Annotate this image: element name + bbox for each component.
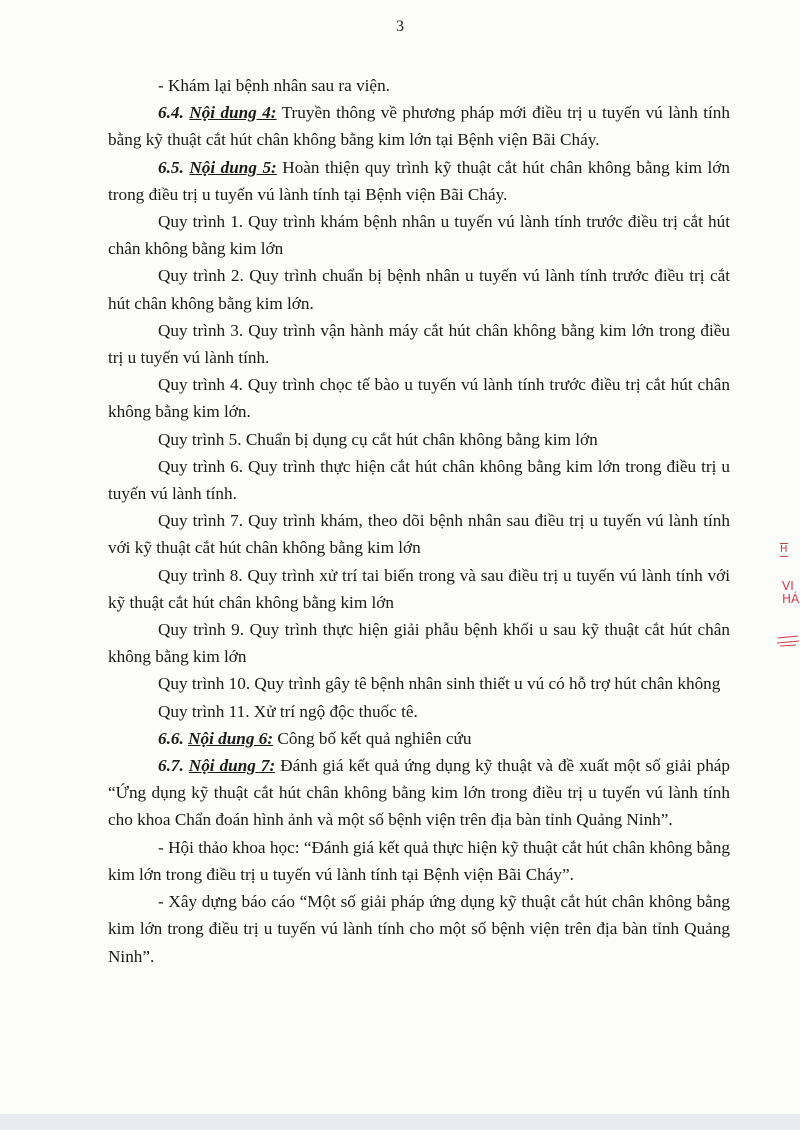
- section-6-6-title: Nội dung 6:: [188, 728, 274, 748]
- section-6-4-heading: [158, 103, 277, 122]
- section-6-5-label: 6.5.: [158, 157, 184, 177]
- section-6-4-label: 6.4.: [158, 103, 184, 123]
- procedure-2: Quy trình 2. Quy trình chuẩn bị bệnh nhân u tuyến vú lành tính trước điều trị cắt hút chân không bằng kim lớn.: [108, 266, 730, 313]
- procedure-9: Quy trình 9. Quy trình thực hiện giải phẫu bệnh khối u sau kỹ thuật cắt hút chân không bằng kim lớn: [108, 620, 730, 667]
- section-6-7-label: 6.7.: [158, 756, 184, 776]
- section-6-7-title: Nội dung 7:: [188, 756, 276, 776]
- section-6-6-heading: [158, 729, 273, 748]
- scan-bottom-edge: [0, 1114, 800, 1130]
- section-6-6-text: Công bố kết quả nghiên cứu: [273, 728, 472, 748]
- procedure-3: Quy trình 3. Quy trình vận hành máy cắt hút chân không bằng kim lớn trong điều trị u tuyến vú lành tính.: [108, 320, 730, 368]
- section-6-5: [108, 154, 730, 208]
- procedure-10: Quy trình 10. Quy trình gây tê bệnh nhân sinh thiết u vú có hỗ trợ hút chân không: [158, 674, 721, 694]
- procedure-6: Quy trình 6. Quy trình thực hiện cắt hút chân không bằng kim lớn trong điều trị u tuyến vú lành tính.: [108, 456, 730, 504]
- bullet-report: - Xây dựng báo cáo “Một số giải pháp ứng dụng kỹ thuật cắt hút chân không bằng kim lớn trong điều trị u tuyến vú lành tính cho một số bệnh viện trên địa bàn tỉnh Quảng Ninh”.: [108, 892, 730, 966]
- procedure-1: Quy trình 1. Quy trình khám bệnh nhân u tuyến vú lành tính trước điều trị cắt hút chân không bằng kim lớn: [108, 212, 730, 259]
- stamp-scribble-icon: [776, 635, 800, 647]
- section-6-6: [108, 725, 730, 752]
- section-6-5-title: Nội dung 5:: [189, 157, 277, 177]
- section-6-7: [108, 752, 730, 834]
- procedure-7: Quy trình 7. Quy trình khám, theo dõi bệnh nhân sau điều trị u tuyến vú lành tính với kỹ thuật cắt hút chân không bằng kim lớn: [108, 511, 730, 558]
- bullet-workshop: - Hội thảo khoa học: “Đánh giá kết quả thực hiện kỹ thuật cắt hút chân không bằng kim lớn trong điều trị u tuyến vú lành tính tại Bệnh viện Bãi Cháy”.: [108, 837, 730, 884]
- procedure-5: Quy trình 5. Chuẩn bị dụng cụ cắt hút chân không bằng kim lớn: [158, 429, 598, 449]
- section-6-5-heading: [158, 158, 277, 177]
- procedure-4: Quy trình 4. Quy trình chọc tế bào u tuyến vú lành tính trước điều trị cắt hút chân không bằng kim lớn.: [108, 375, 730, 422]
- document-body: [108, 72, 730, 970]
- page-number: 3: [396, 18, 404, 35]
- procedure-8: Quy trình 8. Quy trình xử trí tai biến trong và sau điều trị u tuyến vú lành tính với kỹ thuật cắt hút chân không bằng kim lớn: [108, 565, 730, 612]
- paragraph-followup: - Khám lại bệnh nhân sau ra viện.: [158, 76, 390, 95]
- stamp-fragment-2: [782, 580, 799, 606]
- section-6-4: [108, 99, 730, 153]
- section-6-4-title: Nội dung 4:: [189, 103, 277, 123]
- section-6-4-text: Truyền thông về phương pháp mới điều trị u tuyến vú lành tính bằng kỹ thuật cắt hút chân không bằng kim lớn tại Bệnh viện Bãi Cháy.: [108, 103, 730, 150]
- stamp-fragment-2b: HÁ: [782, 592, 800, 606]
- section-6-5-text: Hoàn thiện quy trình kỹ thuật cắt hút chân không bằng kim lớn trong điều trị u tuyến vú lành tính tại Bệnh viện Bãi Cháy.: [108, 157, 730, 204]
- procedure-11: Quy trình 11. Xử trí ngộ độc thuốc tê.: [158, 701, 418, 721]
- stamp-fragment-2a: VI: [782, 579, 794, 593]
- section-6-7-heading: [158, 756, 275, 775]
- red-stamp-edge: [770, 535, 800, 665]
- section-6-6-label: 6.6.: [158, 728, 184, 748]
- section-6-7-text: Đánh giá kết quả ứng dụng kỹ thuật và đề xuất một số giải pháp “Ứng dụng kỹ thuật cắt hút chân không bằng kim lớn trong điều trị u tuyến vú lành tính cho khoa Chẩn đoán hình ảnh và một số bệnh viện trên địa bàn tỉnh Quảng Ninh”.: [108, 756, 731, 830]
- stamp-fragment-1: H: [780, 544, 788, 555]
